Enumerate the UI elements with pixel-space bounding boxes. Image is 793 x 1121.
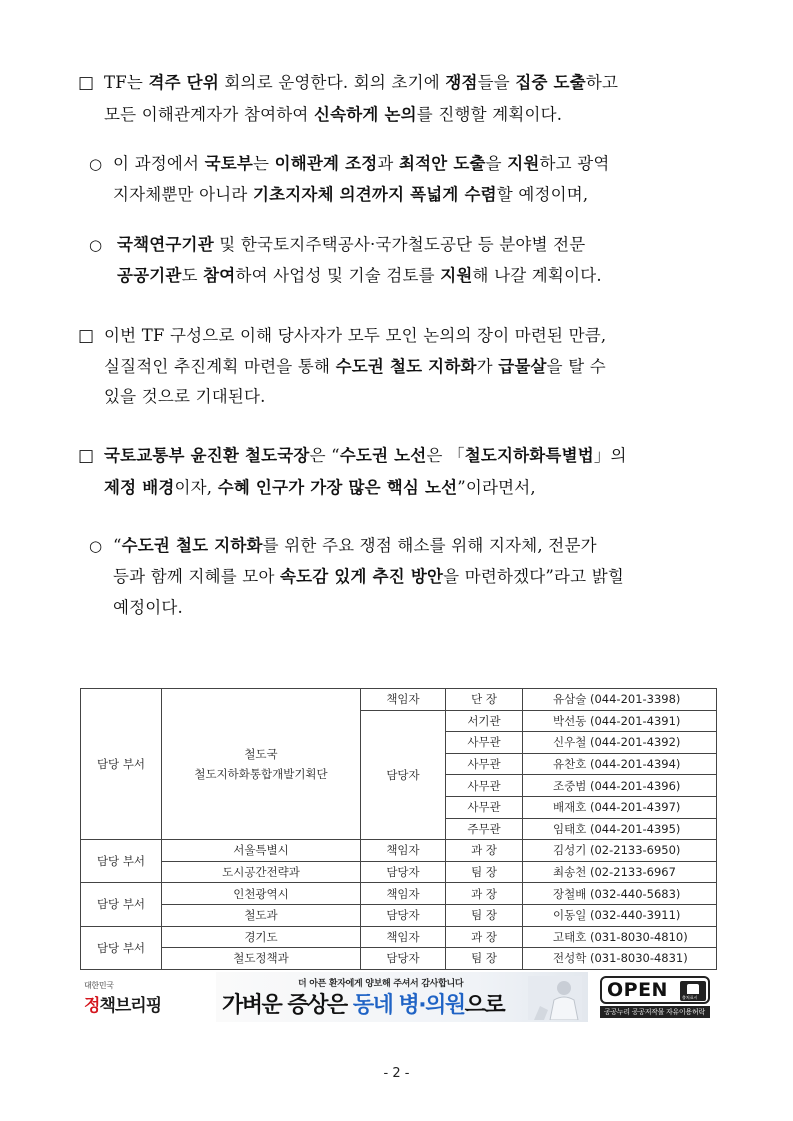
emphasis-text: 수혜 인구가 가장 많은 핵심 노선	[217, 478, 458, 497]
open-wordmark: OPEN	[607, 979, 668, 1001]
body-text: 등과 함께 지혜를 모아	[113, 567, 281, 586]
emphasis-text: 쟁점	[445, 73, 478, 92]
job-title: 단 장	[446, 689, 523, 711]
text-line	[104, 386, 266, 408]
body-text: 가	[476, 357, 499, 376]
body-text: 이자,	[174, 478, 218, 497]
logo-wordmark-red: 정	[84, 996, 100, 1016]
body-text: 하고	[585, 73, 619, 92]
role-label: 책임자	[361, 840, 446, 862]
table-row	[81, 861, 717, 883]
banner-headline-highlight: 동네 병·의원	[352, 993, 465, 1018]
emphasis-text: 국토부	[204, 154, 254, 173]
dept-label: 담당 부서	[81, 883, 162, 926]
body-text: 은 “	[309, 446, 340, 465]
org-line-1: 철도국	[244, 747, 278, 762]
person-contact: 조중범 (044-201-4396)	[523, 775, 717, 797]
body-text: 를 위한 주요 쟁점 해소를 위해 지자체, 전문가	[262, 536, 597, 555]
person-contact: 김성기 (02-2133-6950)	[523, 840, 717, 862]
body-text: 해 나갈 계획이다.	[472, 266, 602, 285]
logo-caption: 대한민국	[84, 981, 114, 990]
job-title: 사무관	[446, 796, 523, 818]
text-line	[104, 104, 562, 126]
text-line	[104, 72, 618, 94]
dept-label: 담당 부서	[81, 926, 162, 969]
logo-wordmark	[84, 991, 161, 1016]
emphasis-text: 신속하게 논의	[314, 105, 417, 124]
org-name: 철도과	[162, 904, 361, 926]
job-title: 사무관	[446, 753, 523, 775]
role-label: 담당자	[361, 948, 446, 970]
org-name: 인천광역시	[162, 883, 361, 905]
job-title: 서기관	[446, 710, 523, 732]
job-title: 사무관	[446, 775, 523, 797]
circle-bullet: ○	[89, 155, 103, 173]
text-line	[104, 445, 627, 467]
role-label: 책임자	[361, 926, 446, 948]
emphasis-text: 급물살	[498, 357, 547, 376]
emphasis-text: 집중 도출	[515, 73, 586, 92]
body-text: 들을	[477, 73, 516, 92]
role-label: 책임자	[361, 689, 446, 711]
person-contact: 유삼술 (044-201-3398)	[523, 689, 717, 711]
org-line-2: 철도지하화통합개발기획단	[194, 767, 328, 782]
text-line	[104, 325, 606, 347]
banner-subtitle: 더 아픈 환자에게 양보해 주셔서 감사합니다	[298, 979, 464, 989]
emphasis-text: 수도권 노선	[339, 446, 427, 465]
attribution-icon	[680, 981, 706, 1001]
body-text: 예정이다.	[113, 598, 184, 617]
text-line	[113, 597, 183, 619]
role-label: 담당자	[361, 861, 446, 883]
body-text: 도	[181, 266, 204, 285]
campaign-banner[interactable]	[216, 972, 588, 1022]
job-title: 팀 장	[446, 861, 523, 883]
emphasis-text: 이해관계 조정	[274, 154, 378, 173]
body-text: 할 예정이며,	[496, 185, 589, 204]
emphasis-text: 국토교통부 윤진환 철도국장	[104, 446, 310, 465]
banner-headline	[222, 988, 504, 1019]
doctor-illustration-icon	[528, 976, 582, 1020]
emphasis-text: 속도감 있게 추진 방안	[280, 567, 444, 586]
person-contact: 신우철 (044-201-4392)	[523, 732, 717, 754]
emphasis-text: 최적안 도출	[398, 154, 486, 173]
org-name: 서울특별시	[162, 840, 361, 862]
contact-table	[80, 688, 717, 970]
person-contact: 배재호 (044-201-4397)	[523, 796, 717, 818]
person-contact: 장철배 (032-440-5683)	[523, 883, 717, 905]
body-text: 및 한국토지주택공사·국가철도공단 등 분야별 전문	[213, 235, 586, 254]
text-line	[113, 535, 597, 557]
body-text: 을 탈 수	[546, 357, 606, 376]
job-title: 주무관	[446, 818, 523, 840]
job-title: 사무관	[446, 732, 523, 754]
emphasis-text: 수도권 철도 지하화	[121, 536, 263, 555]
body-text: 를 진행할 계획이다.	[416, 105, 563, 124]
square-bullet: □	[78, 326, 95, 346]
body-text: 과	[377, 154, 399, 173]
job-title: 과 장	[446, 926, 523, 948]
table-row	[81, 840, 717, 862]
org-name: 도시공간전략과	[162, 861, 361, 883]
page-number: - 2 -	[383, 1066, 410, 1081]
body-text: 은 「	[426, 446, 465, 465]
emphasis-text: 공공기관	[117, 266, 182, 285]
org-name: 경기도	[162, 926, 361, 948]
emphasis-text: 격주 단위	[148, 73, 219, 92]
body-text: 지자체뿐만 아니라	[113, 185, 254, 204]
circle-bullet: ○	[89, 236, 103, 254]
emphasis-text: 제정 배경	[104, 478, 175, 497]
body-text: 이번 TF 구성으로 이해 당사자가 모두 모인 논의의 장이 마련된 만큼,	[104, 326, 607, 345]
table-row	[81, 689, 717, 711]
square-bullet: □	[78, 446, 95, 466]
logo-wordmark-rest: 책브리핑	[99, 996, 162, 1016]
footer-banner	[76, 968, 718, 1024]
emphasis-text: 지원	[507, 154, 540, 173]
table-row	[81, 926, 717, 948]
body-text: 을 마련하겠다”라고 밝힐	[443, 567, 625, 586]
job-title: 과 장	[446, 840, 523, 862]
body-text: 」의	[593, 446, 627, 465]
body-text: ”이라면서,	[457, 478, 536, 497]
emphasis-text: 국책연구기관	[117, 235, 214, 254]
text-line	[117, 234, 585, 256]
job-title: 팀 장	[446, 948, 523, 970]
body-text: 모든 이해관계자가 참여하여	[104, 105, 315, 124]
banner-headline-part: 가벼운 증상은	[222, 993, 353, 1018]
emphasis-text: 참여	[203, 266, 236, 285]
body-text: 을	[485, 154, 508, 173]
dept-label: 담당 부서	[81, 840, 162, 883]
table-row	[81, 948, 717, 970]
body-text: 있을 것으로 기대된다.	[104, 387, 266, 406]
person-contact: 최송천 (02-2133-6967	[523, 861, 717, 883]
text-line	[117, 265, 602, 287]
circle-bullet: ○	[89, 537, 103, 555]
text-line	[104, 477, 536, 499]
text-line	[113, 184, 588, 206]
emphasis-text: 철도지하화특별법	[464, 446, 594, 465]
emphasis-text: 기초지자체 의견까지 폭넓게 수렴	[253, 185, 497, 204]
kogl-open-license-logo[interactable]	[600, 976, 712, 1018]
role-label: 담당자	[361, 904, 446, 926]
text-line	[104, 356, 606, 378]
org-name: 철도정책과	[162, 948, 361, 970]
text-line	[113, 566, 624, 588]
person-contact: 고태호 (031-8030-4810)	[523, 926, 717, 948]
emphasis-text: 지원	[440, 266, 473, 285]
role-label: 담당자	[361, 710, 446, 840]
person-contact: 박선동 (044-201-4391)	[523, 710, 717, 732]
person-contact: 유찬호 (044-201-4394)	[523, 753, 717, 775]
banner-headline-part: 으로	[464, 993, 505, 1018]
body-text: 하고 광역	[539, 154, 610, 173]
open-box	[600, 976, 710, 1004]
person-contact: 이동일 (032-440-3911)	[523, 904, 717, 926]
policy-briefing-logo[interactable]	[84, 980, 174, 1020]
emphasis-text: 수도권 철도 지하화	[335, 357, 477, 376]
body-text: 회의로 운영한다. 회의 초기에	[218, 73, 446, 92]
table-row	[81, 883, 717, 905]
dept-label: 담당 부서	[81, 689, 162, 840]
person-contact: 전성학 (031-8030-4831)	[523, 948, 717, 970]
org-name	[162, 689, 361, 840]
job-title: 팀 장	[446, 904, 523, 926]
open-license-text: 공공누리 공공저작물 자유이용허락	[604, 1008, 705, 1016]
square-bullet: □	[78, 73, 95, 93]
body-text: 실질적인 추진계획 마련을 통해	[104, 357, 336, 376]
attribution-caption: 출처표시	[682, 995, 698, 1000]
body-text: TF는	[104, 73, 149, 92]
body-text: “	[113, 536, 122, 555]
open-license-strip	[600, 1006, 710, 1018]
person-contact: 임태호 (044-201-4395)	[523, 818, 717, 840]
body-text: 하여 사업성 및 기술 검토를	[235, 266, 441, 285]
role-label: 책임자	[361, 883, 446, 905]
body-text: 는	[253, 154, 275, 173]
text-line	[113, 153, 610, 175]
body-text: 이 과정에서	[113, 154, 205, 173]
job-title: 과 장	[446, 883, 523, 905]
table-row	[81, 904, 717, 926]
